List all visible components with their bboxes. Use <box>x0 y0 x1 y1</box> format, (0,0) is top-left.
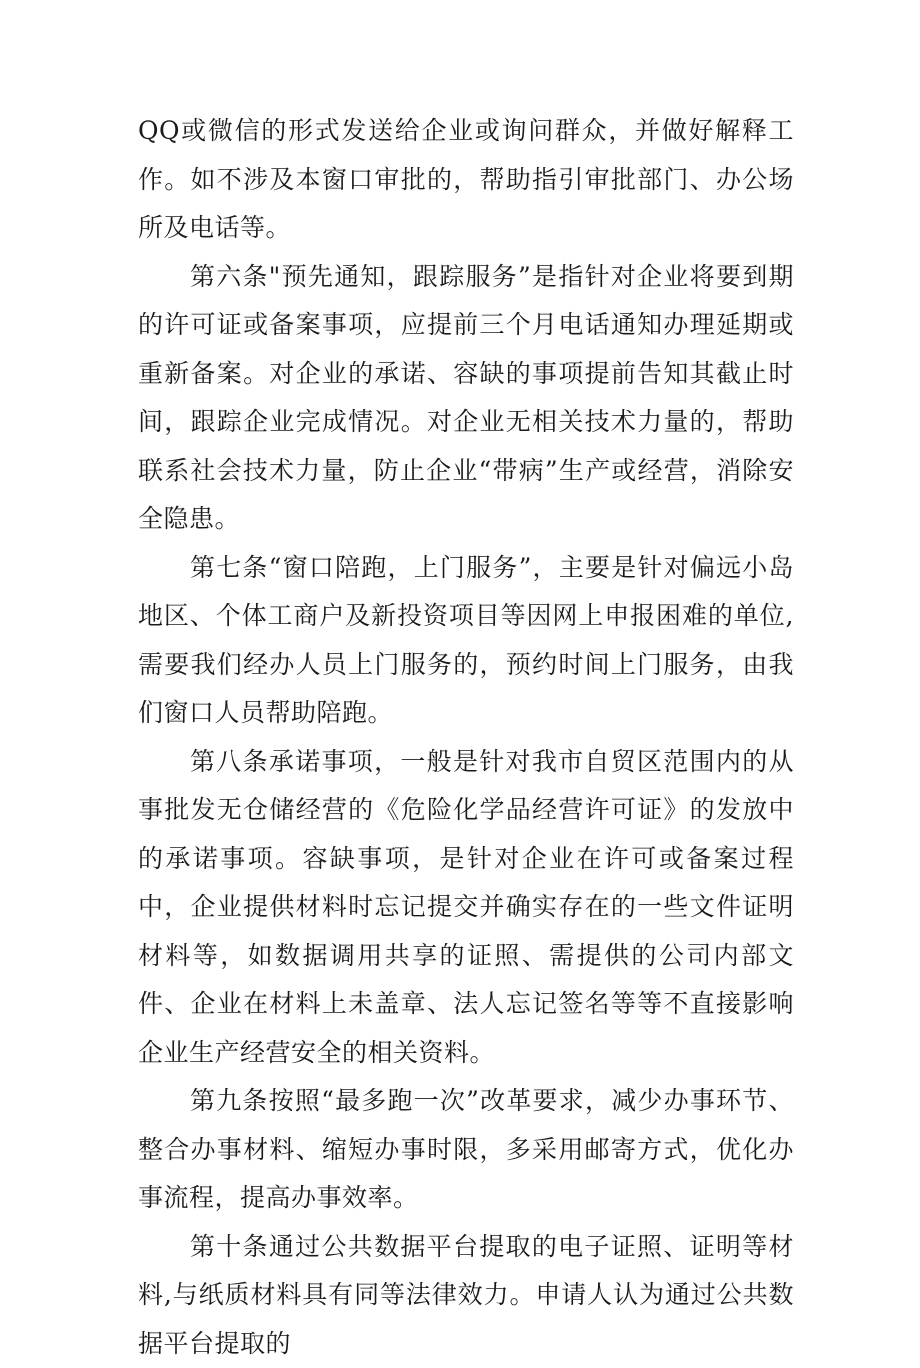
paragraph-article-9: 第九条按照“最多跑一次”改革要求，减少办事环节、整合办事材料、缩短办事时限，多采用邮寄方式，优化办事流程，提高办事效率。 <box>138 1077 794 1223</box>
paragraph-article-6: 第六条"预先通知，跟踪服务”是指针对企业将要到期的许可证或备案事项，应提前三个月电话通知办理延期或重新备案。对企业的承诺、容缺的事项提前告知其截止时间，跟踪企业完成情况。对企业无相关技术力量的，帮助联系社会技术力量，防止企业“带病”生产或经营，消除安全隐患。 <box>138 253 794 544</box>
document-body <box>138 107 794 1368</box>
paragraph-article-10: 第十条通过公共数据平台提取的电子证照、证明等材料,与纸质材料具有同等法律效力。申请人认为通过公共数据平台提取的 <box>138 1223 794 1368</box>
paragraph-article-7: 第七条“窗口陪跑，上门服务”，主要是针对偏远小岛地区、个体工商户及新投资项目等因网上申报困难的单位,需要我们经办人员上门服务的，预约时间上门服务，由我们窗口人员帮助陪跑。 <box>138 544 794 738</box>
paragraph-continuation: QQ或微信的形式发送给企业或询问群众，并做好解释工作。如不涉及本窗口审批的，帮助指引审批部门、办公场所及电话等。 <box>138 107 794 253</box>
paragraph-article-8: 第八条承诺事项，一般是针对我市自贸区范围内的从事批发无仓储经营的《危险化学品经营许可证》的发放中的承诺事项。容缺事项，是针对企业在许可或备案过程中，企业提供材料时忘记提交并确实存在的一些文件证明材料等，如数据调用共享的证照、需提供的公司内部文件、企业在材料上未盖章、法人忘记签名等等不直接影响企业生产经营安全的相关资料。 <box>138 738 794 1078</box>
